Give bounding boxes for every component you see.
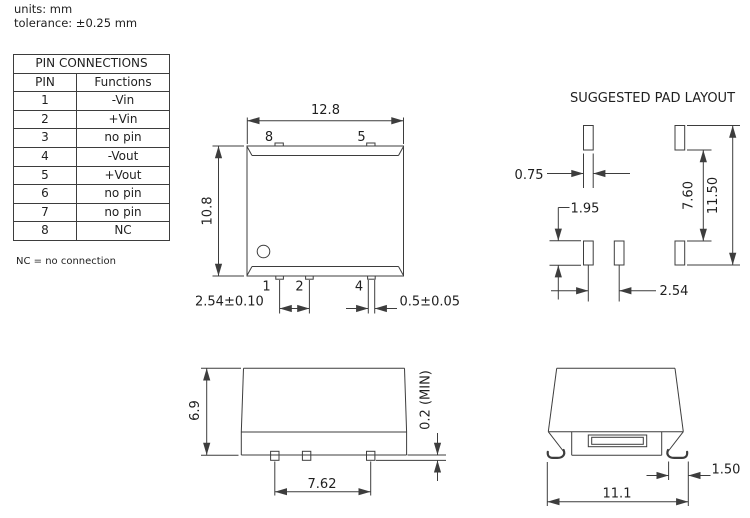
pin-stub: [367, 143, 375, 146]
recess-outline: [588, 435, 646, 447]
solder-pad: [675, 241, 685, 265]
dim-label-front-height: 6.9: [188, 400, 203, 421]
pin-stub: [368, 276, 376, 279]
pin-number: 2: [14, 110, 77, 129]
pin-function: no pin: [77, 185, 170, 204]
dim-label-pin-span: 7.62: [307, 477, 337, 492]
lead-edge: [548, 432, 563, 452]
pin-label: 5: [357, 130, 366, 145]
dim-pin-pitch: [195, 280, 309, 314]
dim-body-height: [201, 146, 245, 276]
dim-label-body-height: 10.8: [200, 196, 216, 226]
pin-function: -Vout: [77, 147, 170, 166]
pin-label: 8: [264, 130, 274, 145]
pin-number: 4: [14, 147, 77, 166]
pin-function: -Vin: [77, 92, 170, 111]
solder-pad: [614, 241, 624, 265]
dim-pad-height: [550, 202, 600, 300]
solder-pad: [675, 126, 685, 151]
dim-label-inner-gap: 7.60: [681, 181, 697, 210]
dim-label-pad-height: 1.95: [570, 201, 600, 217]
dim-label-overall-height: 11.50: [706, 176, 721, 215]
dim-pad-pitch: [551, 266, 688, 302]
dim-label-body-width: 12.8: [311, 103, 340, 118]
body-edge: [675, 368, 683, 431]
pin1-indicator: [257, 245, 270, 258]
pin-stub: [276, 276, 284, 279]
dim-label-standoff: 0.2 (MIN): [418, 370, 434, 430]
pin-number: 6: [14, 185, 77, 204]
dim-label-pad-width: 0.75: [514, 168, 544, 183]
pin-number: 3: [14, 129, 77, 148]
package-body-outline: [247, 146, 404, 276]
pin-label: 2: [295, 279, 304, 295]
dim-standoff: [376, 370, 446, 481]
pin-label: 4: [354, 279, 364, 295]
dim-pad-width: [515, 154, 630, 189]
pin-number: 8: [14, 222, 77, 241]
dim-overall-width: [547, 462, 688, 507]
pin-stub: [306, 276, 314, 279]
body-chamfer: [247, 147, 252, 156]
dim-label-pin-width: 0.5±0.05: [399, 294, 461, 310]
pad-layout-title: SUGGESTED PAD LAYOUT: [569, 91, 736, 106]
pin-function: +Vin: [77, 110, 170, 129]
nc-note: NC = no connection: [16, 256, 116, 267]
pin-function: no pin: [77, 203, 170, 222]
through-pin: [271, 451, 279, 460]
dim-front-height: [188, 368, 241, 455]
body-chamfer: [247, 267, 252, 276]
lead-foot: [667, 450, 687, 458]
pin-stub: [275, 143, 283, 146]
dim-label-foot-length: 1.50: [711, 462, 741, 478]
lead-foot: [548, 450, 565, 458]
dim-label-pad-pitch: 2.54: [659, 284, 689, 299]
body-edge: [241, 368, 243, 432]
pin-number: 7: [14, 203, 77, 222]
lead-edge: [668, 432, 683, 452]
dim-label-overall-width: 11.1: [602, 486, 632, 502]
pin-number: 5: [14, 166, 77, 185]
pin-function: +Vout: [77, 166, 170, 185]
body-chamfer: [399, 147, 404, 156]
front-view: [188, 368, 446, 495]
body-edge: [548, 368, 556, 431]
pin-label: 1: [262, 279, 271, 295]
tolerance-note: tolerance: ±0.25 mm: [14, 16, 138, 30]
solder-pad: [584, 126, 594, 151]
body-chamfer: [399, 267, 404, 276]
dim-label-pin-pitch: 2.54±0.10: [195, 294, 264, 310]
recess-outline: [592, 437, 644, 444]
pin-function: no pin: [77, 129, 170, 148]
top-view: [195, 103, 460, 314]
body-edge: [405, 368, 407, 432]
pin-table-title: PIN CONNECTIONS: [14, 55, 170, 74]
solder-pad: [584, 241, 594, 265]
pin-number: 1: [14, 92, 77, 111]
through-pin: [367, 451, 375, 460]
dim-foot-length: [647, 462, 741, 481]
functions-column-header: Functions: [77, 73, 170, 92]
dim-pin-span: [275, 462, 371, 496]
pin-function: NC: [77, 222, 170, 241]
pad-layout: [515, 91, 740, 302]
pin-column-header: PIN: [14, 73, 77, 92]
units-note: units: mm: [14, 2, 73, 16]
through-pin: [302, 451, 310, 460]
side-view: [547, 368, 740, 506]
